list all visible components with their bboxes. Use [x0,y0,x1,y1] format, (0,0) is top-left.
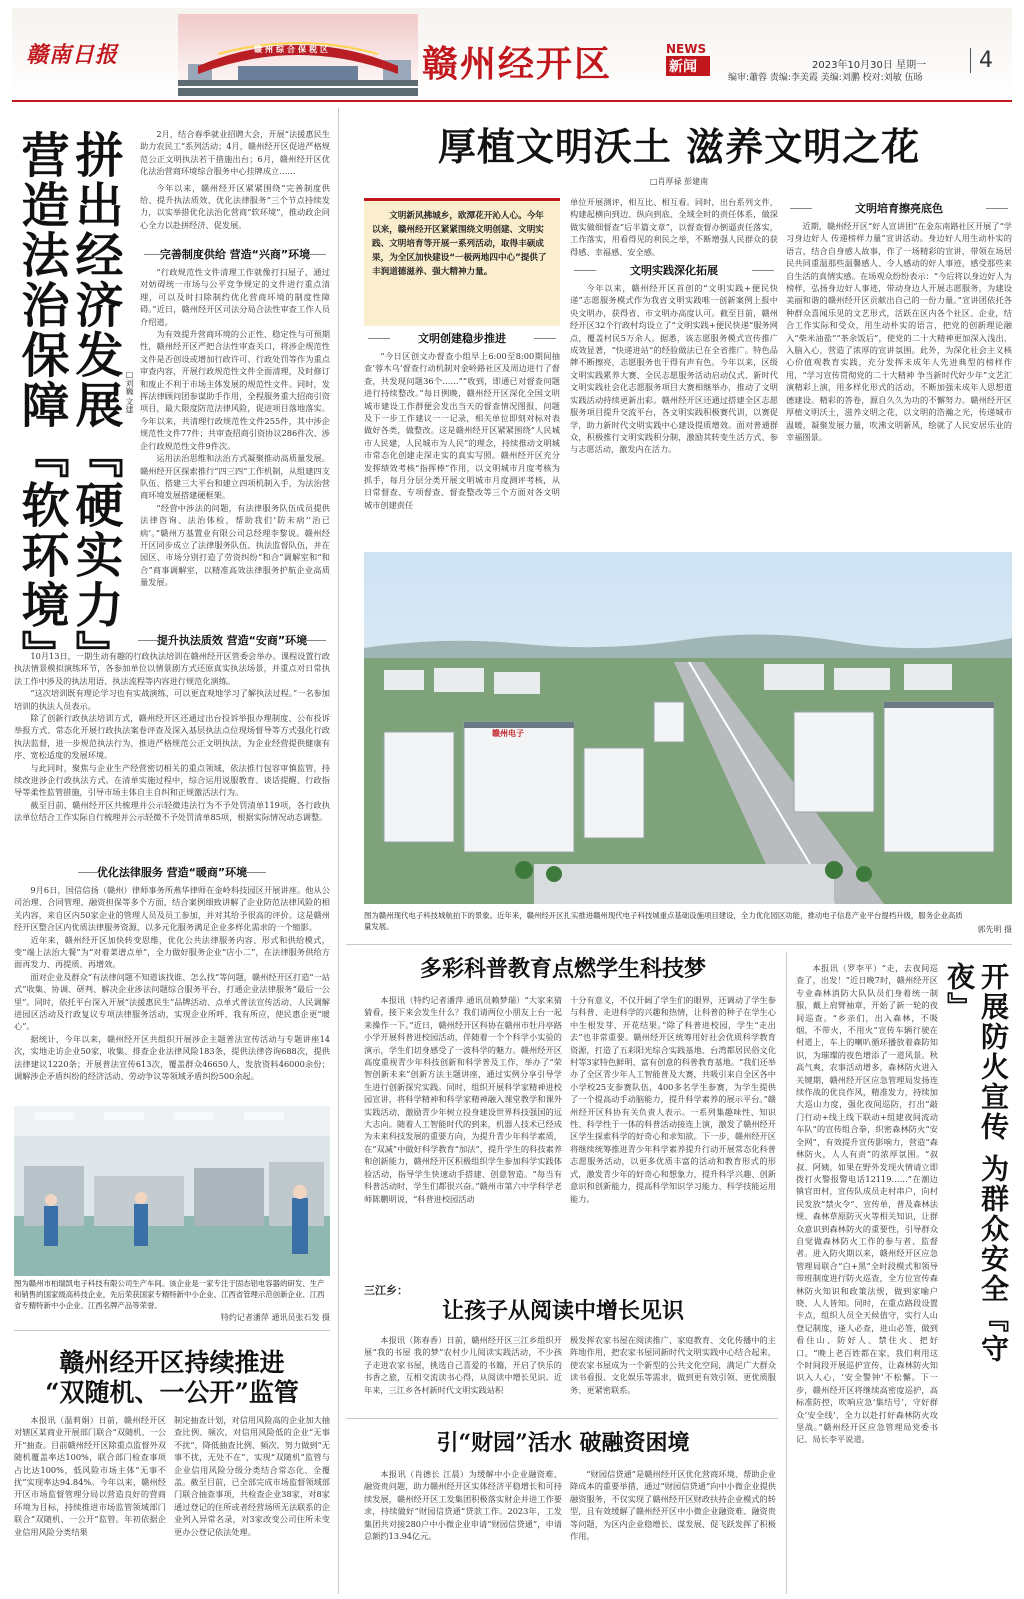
body-paragraph: 据统计，今年以来，赣州经开区共组织开展涉企主题普法宣传活动与专题讲座14次，实地走访企业50家，收集、排查企业法律风险183条，提供法律咨询688次，提供法律建议1220条；开展普法宣传613次，覆盖群众46650人，发放资料46000余份；调解涉企矛盾纠纷的经济活动、劳动争议等领域矛盾纠纷500余起。 [14,1033,330,1082]
center-byline: □肖厚禄 彭建南 [650,177,709,186]
headline-line-2: 营造法治保障『软环境』 [13,130,69,680]
center-col-3 [786,200,1012,548]
center-headline: 厚植文明沃土 滋养文明之花 [437,124,921,169]
finance-headline: 引“财园”活水 破融资困境 [436,1430,690,1456]
body-paragraph: 今年以来，赣州经开区首创的“文明实践+便民快递”志愿服务模式作为我省文明实践唯一创新案例上报中央文明办，获得省、市文明办高度认可。截至目前，赣州经开区32个行政村均设立了“文明实践+便民快递”服务网点，覆盖村民5万余人。据悉，该志愿服务模式宣传推广成效显著，“快递进站”的经验做法已在全省推广。特色品牌不断擦亮，志愿服务也于得有声有色。今年以来，区级文明实践累养大赛、全民志愿服务活动启动仪式、新时代文明实践社会化志愿服务项目大赛相继举办，推动了文明实践活动持续更新出彩。赣州经开区还通过搭建全区志愿服务项目提升交流平台，各文明实践积极赛代训，以赛促学，助力新时代文明实践中心建设提质增效。面对普通群众，积极推行文明实践积分制，激励其转变生活方式、参与志愿活动，激发内在活力。 [570,283,778,455]
section-heading: 文明实践深化拓展 [570,262,778,278]
column-divider [338,108,339,1594]
center-col-2 [570,196,778,520]
body-paragraph: 运用法治思维和法治方式凝聚推动高质量发展。赣州经开区探索推行“四三四”工作机制，从组建四支队伍、搭建三大平台和建立四项机制入手，为法治营商环境发展搭建硬框架。 [140,453,330,501]
section-heading: 文明创建稳步推进 [364,330,560,346]
building-sign: 赣州电子 [492,729,524,738]
section-title: 赣州经开区 [422,44,613,85]
left-article-section-2 [14,632,330,824]
body-paragraph: 与此同时，聚焦与企业生产经营密切相关的重点领域，依法推行包容审慎监管，持续改进涉企行政执法方式。在清单实施过程中，综合运用说服教育、谈话提醒、行政指导等柔性监管措施，引导市场主体自主自纠和正规激活法行为。 [14,762,330,798]
factory-workshop-illustration [14,1106,330,1276]
section-heading: 优化法律服务 营造“暖商”环境 [74,864,270,880]
aerial-city-photo [364,552,1012,904]
page-number: 4 [970,48,993,73]
left-article-section-1 [140,246,330,589]
fire-headline: 开展防火宣传 为群众安全『守夜』 [943,962,1010,1364]
editors-line: 编审:蕭蓉 责编:李美霞 美编:刘鹏 校对:刘敏 伍旸 [728,73,923,83]
factory-workshop-photo [14,1106,330,1276]
aerial-electronics-city-illustration [364,552,1012,904]
aerial-photo-credit: 郭先明 摄 [977,925,1012,934]
headline-line-1: 拼出经济发展『硬实力』 [67,130,123,680]
news-badge [666,42,716,76]
left-article-byline: □刘巍 文建 [125,370,134,414]
masthead-rule [12,100,1012,102]
banner-image [178,14,418,96]
lead-text: 文明新风拂城乡，欧潭花开沁人心。今年以来，赣州经开区紧紧围绕文明创建、文明实践、文明培育等开展一系列活动，取得丰硕成果，为全区加快建设“一极两地四中心”提供了丰润道德滋养、强大精神力量。 [372,211,547,277]
science-col-1: 本报讯（特约记者潘萍 通讯员赖梦瑞）“大家来猜猜看，接下来会发生什么？我们请两位小朋友上台一起来操作一下。”近日，赣州经开区科协在赣州市牡丹亭路小学开展科普进校园活动，伴随着一个个科学小实验的演示，学生们切身感受了一波科学的魅力。赣州经开区高度重视青少年科技创新和科学普及工作，举办了“荣智创新未来”创新方法主题讲座，通过实例分享引导学生进行创新探究实践。同时，组织开展科学家精神进校园宣讲，将科学精神和科学家精神融入课堂教学和课外实践活动，激励青少年树立投身建设世界科技强国的远大志向。随着人工智能时代的到来，机器人技术已经成为未来科技发展的重要方向，为提升青少年科学素质，在“双减”中做好科学教育“加法”，提升学生的科技素养和创新能力，赣州经开区积极组织学生参加科学实践体验活动，指导学生快速动手搭建、创意智造。“每当有科普活动时，学生们都很兴奋。”赣州市第六中学科学老师陈鹏明说，“科普进校园活动 [364,995,562,1204]
column-divider [786,952,787,1594]
bottom-left-col-1: 本报讯（温莉娟）日前，赣州经开区对辖区某商业开展部门联合“双随机、一公开”抽查。目前赣州经开区除重点监督外双随机覆盖率达100%，联合部门检查事项占比达100%，低风险市场主体“无事不扰”实现率达94.84%。今年以来，赣州经开区市场监督管理分局以营造良好的营商环境为目标，持续推进市场监管领域部门联合“双随机、一公开”监管。年初依据企业信用风险分类结果 [14,1415,166,1537]
news-cn: 新闻 [666,56,710,76]
body-paragraph: 9月6日，国信信扬（赣州）律师事务所燕华律师在金岭科技园区开展讲座。他从公司治理、合同管理、融资担保等多个方面，结合案例细致讲解了企业防范法律风险的相关内容，来自区内50家企业的管理人员及员工参加，并对其给予很高的评价。这是赣州经开区整合区内优质法律服务资源，以多元化服务满足企业多样化需求的一个缩影。 [14,885,330,933]
finance-col-1: 本报讯（肖德长 江晨）为缓解中小企业融资难、融资贵问题，助力赣州经开区实体经济平稳增长和可持续发展，赣州经开区工发集团积极落实财企并进工作要求，持续做好“财园信贷通”贷款工作。2023年，工发集团共对接280户中小微企业申请“财园信贷通”，申请总额约13.94亿元。 [364,1469,562,1542]
banner-text: 赣州综合保税区 [254,45,331,54]
reading-headline: 让孩子从阅读中增长见识 [441,1298,684,1324]
headline-line-2: “双随机、一公开”监管 [45,1378,299,1407]
masthead [12,8,1012,100]
body-paragraph: “今日区创文办督查小组早上6:00至8:00期间抽查‘蓉木乌’督查行动机制对金岭路社区及周边进行了督查，共发现问题36个……”“收到，即通已对督查问题进行持续整改。”每日例晚，赣州经开区深化全国文明城市建设工作群便会发出当天的督查情况图报，问题及下一步工作建议一一记录，相关单位即刻对标对表做好各类，做整改。这是赣州经开区紧紧围绕“人民城市人民建，人民城市为人民”的理念，持续推动文明城市常态化创建走深走实的真实写照。赣州经开区充分发挥绩效考核“指挥棒”作用，以文明城市月度考核为抓手，每月分层分类开展文明城市月度测评考核，从日常督查、专项督查、督查整改等三个方面对各文明城市创建责任 [364,351,560,510]
body-paragraph: 10月13日，一期生动有趣的行政执法培训在赣州经开区管委会举办。课程设置行政执法情景模拟演练环节，各参加单位以情景剧方式还原真实执法场景，并重点对日常执法工作中涉及的执法用语、执法流程等内容进行规范化演练。 [14,651,330,686]
reading-kicker: 三江乡： [364,1284,408,1297]
section-heading: 文明培育擦亮底色 [786,200,1012,216]
body-paragraph: 近期，赣州经开区“好人宣讲团”在金东南路社区开展了“学习身边好人 传递榜样力量”宣讲活动。身边好人用生动朴实的语言，结合自身感人故事，作了一场精彩的宣讲，带领在场居民共同重温那些温馨感人、令人感动的好人事迹，感受那些来自生活的真情实感。在场观众纷纷表示：“今后将以身边好人为榜样，弘扬身边好人事迹，带动身边人开展志愿服务，为建设美丽和谐的赣州经开区贡献出自己的一份力量。”宣讲团依托各种群众喜闻乐见的文艺形式，活跃在区内各个社区、企业，结合工作实际和受众，用生动朴实的语言，把党的创新理论融入“柴米油盐”“茶余饭后”，使党的二十大精神更加深入浅出、入脑入心，营造了浓厚的宣讲氛围。此外，为深化社会主义核心价值观教育实践，充分发挥未成年人先进典型的榜样作用，“学习宣传贯彻党的二十大精神 争当新时代好少年”文艺汇演精彩上演，用多样化形式的活动，不断加强未成年人思想道德建设。精彩的答卷，源自久久为功的不懈努力。赣州经开区厚植文明沃土，滋养文明之花，以文明的浩瀚之光，传递城市温暖，凝聚发展力量，吹沸文明新风，绘就了人民安居乐业的幸福图景。 [786,221,1012,442]
fire-article-text: 本报讯（罗李平）“走，去夜间巡查了，出发！”近日晚7时，赣州经开区专业森林消防大队队员们身着统一制服，戴上肩臂袖章，开始了新一轮的夜间巡查。“乡亲们，出入森林，不吸烟，不带火，不用火”宣传车辆行驶在村道上，车上的喇叭循环播放着森防知识，为璀璨的夜色增添了一道风景。秋高气爽，农事活动增多，森林防火进入关键期，赣州经开区应急管理局发扬连续作战的优良作风，精准发力，持续加大巡山力度，强化夜间巡防，打出“敲门行动+线上线下联动+组建夜间流动车队”的宣传组合拳，织密森林防火“安全网”，有效提升宣传影响力，营造“森林防火，人人有责”的浓厚氛围。“叔叔、阿姨，如果在野外发现火情请立即拨打火警报警电话12119……”在潮边镇官田村，宣传队成员走村串户，向村民发放“禁火令”、宣传单，普及森林法规、森林草原防灭火等相关知识，让群众意识到森林防火的重要性，引导群众自觉做森林防火工作的参与者、监督者。进入防火期以来，赣州经开区应急管理局联合“白+黑”全时段模式和领导带班制度进行防火巡查，全方位宣传森林防火知识和政策法规，做到家喻户晓、人人皆知。同时，在重点路段设置卡点，组织人员全天候值守，实行人山登记制度，逢人必查，进山必签，做到看住山、防好人、禁住火、把好口。“晚上老百姓都在家，我们利用这个时间段开展巡护宣传，让森林防火知识入人心，‘安全警钟’不松懈。下一步，赣州经开区将继续高密度巡护，高标准防控，吹响应急‘集结号’，守好群众‘安全线’，全力以赴打好森林防火攻坚战。”赣州经开区应急管理局党委书记、局长李平说道。 [796,963,938,1445]
body-paragraph: 面对企业及群众“有法律问题不知道该找谁、怎么找”等问题，赣州经开区打造“一站式”收集、协调、研判、解决企业涉法问题综合服务平台，打通企业法律服务“最后一公里”。同时，依托平台深入开展“法援惠民生”品牌活动、点单式普法宣传活动、人民调解进园区活动及行政复议专项法律服务活动，实现企业所呼、我有所应，使民惠企更“暖心”。 [14,971,330,1032]
factory-photo-credit: 特约记者潘萍 通讯员张石发 摄 [220,1313,330,1322]
intro-paragraph: 2月，结合春季就业招聘大会，开展“法援惠民生 助力农民工”系列活动；4月，赣州经开区促进严格规范公正文明执法若干措施出台；6月，赣州经开区优化法治营商环境综合服务中心挂牌成立…… [140,129,330,177]
science-headline: 多彩科普教育点燃学生科技梦 [419,956,706,982]
reading-col-1: 本报讯（陈春香）日前，赣州经开区三江乡组织开展“我的书屋 我的梦”农村少儿阅读实践活动，不少孩子走进农家书屋，挑选自己喜爱的书籍，开启了快乐的书香之旅，互相交流读书心得，从阅读中增长见识。近年来，三江乡各村新时代文明实践站积 [364,1335,562,1395]
body-paragraph: 为有效提升营商环境的公正性、稳定性与可预期性，赣州经开区严把合法性审查关口，将涉企规范性文件是否创设或增加行政许可、行政处罚等作为重点审查内容，开展行政规范性文件全面清理，及时修订和废止不利于市场主体发展的规范性文件。同时，发挥法律顾问团参谋助手作用，全程服务重大招商引资项目，最大限度防范法律风险，促进项目落地落实。今年以来，共清理行政规范性文件255件，其中涉企规范性文件77件；共审查招商引资协议286件次、涉企行政规范性文件9件次。 [140,329,330,451]
factory-photo-caption: 图为赣州市柏瑞凯电子科技有限公司生产车间。该企业是一家专注于固态铝电容器的研发、生产和销售的国家级高科技企业，先后荣获国家专精特新中小企业、江西省管理示范创新企业、江西省专精特新中小企业、江西名牌产品等荣誉。 [14,1279,325,1310]
center-lead-box [364,198,560,326]
divider [14,1330,330,1331]
section-heading: 提升执法质效 营造“安商”环境 [134,632,330,648]
paper-logo: 赣南日报 [26,42,119,68]
section-heading: 完善制度供给 营造“兴商”环境 [140,246,330,262]
news-en: NEWS [666,42,707,56]
body-paragraph: “经营中涉法的问题，有法律服务队伍成员提供法律咨询、法治体检，帮助我们‘防未病’‘治已病’。”赣州方基置业有限公司总经理李黎说。赣州经开区同步成立了法律服务队伍、执法监督队伍，并在园区、市场分别打造了劳资纠纷“和合”调解室和“和合”商事调解室，以精准高效法律服务护航企业高质量发展。 [140,502,330,588]
finance-col-2: “财园信贷通”是赣州经开区优化营商环境、帮助企业降成本的重要举措，通过“财园信贷通”向中小微企业提供融资服务，不仅实现了赣州经开区财政扶持企业模式的转型，且有效缓解了赣州经开区中小微企业融资难、融资贵等问题，为区内企业稳增长、谋发展、促飞跃发挥了积极作用。 [570,1469,776,1542]
free-trade-zone-gate-illustration [178,14,418,96]
left-article-headline [13,130,123,680]
bottom-left-col-2: 制定抽查计划，对信用风险高的企业加大抽查比例、频次，对信用风险低的企业“无事不扰”，降低抽查比例、频次，努力做到“无事不扰，无处不在”，实现“双随机”监管与企业信用风险分级分类结合常态化、全覆盖。截至目前，已全部完成市场监督领域部门联合抽查事项，共检查企业38家，对8家通过登记的住所或者经营场所无法联系的企业列入异常名录，对3家改变公司住所未变更办公登记依法处理。 [174,1415,330,1537]
body-paragraph: 单位开展测评，相互比、相互看。同时，出台系列文件，构建起横向到边、纵向到底、全域全时的责任体系，做深做实做细督查“后半篇文章”，以督查督办倒逼责任落实，工作落实，用看得见的利民之举，不断增强人民群众的获得感、幸福感、安全感。 [570,197,778,257]
divider [346,1418,778,1419]
left-article-section-3 [14,864,330,1083]
aerial-photo-caption: 图为赣州现代电子科技城航拍下的景象。近年来，赣州经开区扎实推进赣州现代电子科技城重点基础设施项目建设，全力优化园区功能，推动电子信息产业平台提档升级，服务企业高质量发展。 [364,911,963,931]
science-col-2: 十分有意义，不仅开阔了学生们的眼界，还调动了学生参与科普、走进科学的兴趣和热情，让科普的种子在学生心中生根发芽、开花结果。”除了科普进校园，学生“走出去”也非常重要。赣州经开区统筹用好社会优质科学教育资源，打造了五彩阳光综合实践基地、台湾都居民俗文化村等3家特色鲜明、富有创意的科普教育基地。“我们还举办了全区青少年人工智能普及大赛，共吸引来自全区各中小学校25支参赛队伍，400多名学生参赛，为学生提供了一个提高动手动脑能力，提升科学素养的展示平台。”赣州经开区科协有关负责人表示。一系列集趣味性、知识性、科学性于一体的科普活动接连上演，激发了赣州经开区学生探索科学的好奇心和求知欲。下一步，赣州经开区将继续统筹推进青少年科学素养提升行动开展常态化科普志愿服务活动，以更多优质丰富的活动和教育形式的形式，激发青少年的好奇心和想象力，提升科学兴趣、创新意识和创新能力，提高科学知识学习能力、科学技能运用能力。 [570,995,776,1204]
body-paragraph: 除了创新行政执法培训方式，赣州经开区还通过出台投诉举报办理制度、公布投诉举报方式、常态化开展行政执法案卷评查及深入基层执法点位现场督导等方式强化行政执法监督，进一步规范执法行为，推进严格规范公正文明执法，为企业经营提供健康有序、宽松适度的发展环境。 [14,713,330,761]
left-article-intro [140,128,330,231]
intro-paragraph: 今年以来，赣州经开区紧紧围绕“完善制度供给、提升执法质效、优化法律服务”三个节点持续发力，以实举措优化法治化营商“软环境”，推动政企同心全力以赴拼经济、促发展。 [140,182,330,230]
center-col-1 [364,330,560,550]
headline-line-1: 赣州经开区持续推进 [59,1348,285,1377]
body-paragraph: “这次培训既有理论学习也有实战演练，可以更直观地学习了解执法过程。”一名参加培训的执法人员表示。 [14,688,330,711]
bottom-left-headline [14,1348,330,1408]
issue-date: 2023年10月30日 星期一 [812,60,927,71]
body-paragraph: “行政规范性文件清理工作就像打扫屋子，通过对妨碍统一市场与公平竞争规定的文件进行重点清理，可以及时扫除制约优化营商环境的制度性障碍。”近日，赣州经开区司法分局合法性审查工作人员介绍道。 [140,267,330,327]
body-paragraph: 截至目前，赣州经开区共梳理并公示轻微违法行为不予处罚清单119项，各行政执法单位结合工作实际自行梳理并公示轻微不予处罚清单85项，根据实际情况动态调整。 [14,799,330,823]
reading-col-2: 极发挥农家书屋在阅读推广、家庭教育、文化传播中的主阵地作用，把农家书屋同新时代文明实践中心结合起来，使农家书屋成为一个新型的公共文化空间，满足广大群众读书看报、文化娱乐等需求，做到更有效引领、更优质服务、更紧密联系。 [570,1335,776,1395]
body-paragraph: 近年来，赣州经开区加快转变思维，优化公共法律服务内容、形式和供给模式，变“端上法治大餐”为“对着菜谱点单”，全力做好服务企业“店小二”，在法律服务供给方面再发力、再提质、再增效。 [14,934,330,970]
divider [346,944,1012,945]
